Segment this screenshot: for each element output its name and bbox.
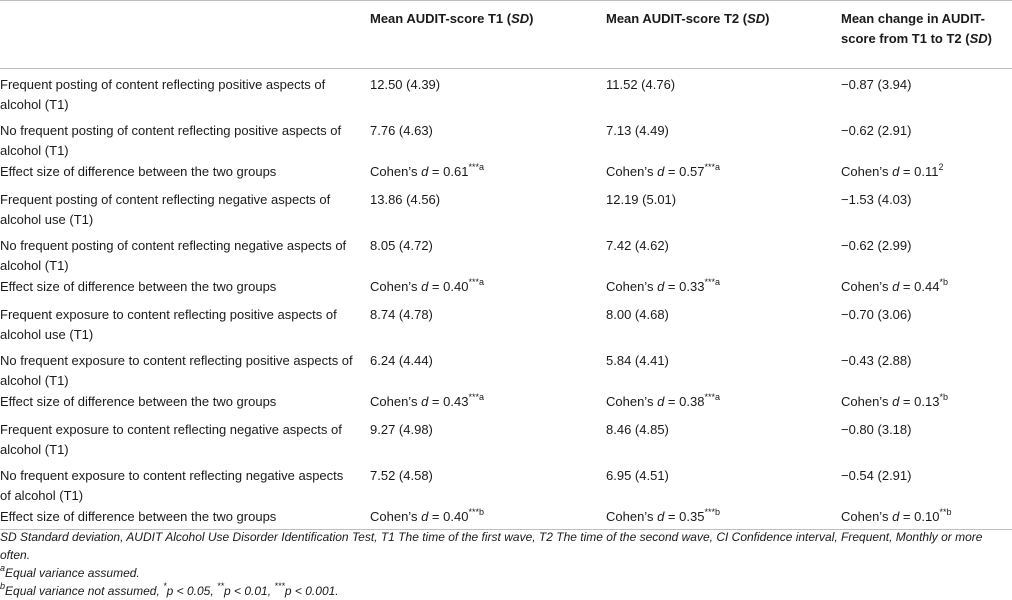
row-label: Effect size of difference between the two groups (0, 509, 277, 524)
cell-t1: 9.27 (4.98) (370, 422, 433, 437)
cohens-d-symbol: d (421, 394, 429, 409)
cell-change: −0.70 (3.06) (841, 307, 912, 322)
header-change-text: Mean change in AUDIT-score from T1 to T2 ( (841, 11, 985, 46)
table-row (0, 345, 1012, 391)
effect-size-t2 (606, 276, 841, 299)
cell-t2: 6.95 (4.51) (606, 468, 669, 483)
header-t1-text: Mean AUDIT-score T1 ( (370, 11, 512, 26)
effect-size-value: = 0.33 (664, 279, 705, 294)
effect-size-change (841, 161, 1012, 184)
significance-marker: ***a (468, 392, 484, 402)
cohens-label: Cohen’s (841, 164, 893, 179)
table-body (0, 69, 1012, 530)
table-row (0, 115, 1012, 161)
effect-size-t1 (370, 161, 606, 184)
cell-t1: 13.86 (4.56) (370, 192, 441, 207)
cell-t1: 7.76 (4.63) (370, 123, 433, 138)
significance-marker: ***a (468, 162, 484, 172)
cell-change: −0.62 (2.99) (841, 238, 912, 253)
effect-size-value: = 0.35 (664, 509, 705, 524)
cohens-d-symbol: d (892, 164, 900, 179)
table-notes (0, 528, 1012, 600)
cohens-label: Cohen’s (606, 509, 658, 524)
effect-size-value: = 0.38 (664, 394, 705, 409)
effect-size-change (841, 276, 1012, 299)
note-abbreviations: SD Standard deviation, AUDIT Alcohol Use Disorder Identification Test, T1 The time of the first wave, T2 The time of the second wave, CI Confidence interval, Frequent, Monthly or more often. (0, 530, 983, 562)
note-a (0, 564, 1012, 582)
effect-size-change (841, 506, 1012, 529)
header-t1 (370, 1, 606, 69)
effect-size-value: = 0.40 (428, 509, 469, 524)
cell-t2: 7.42 (4.62) (606, 238, 669, 253)
significance-marker: ***b (468, 507, 484, 517)
effect-size-value: = 0.44 (899, 279, 940, 294)
cell-t2: 8.00 (4.68) (606, 307, 669, 322)
cell-t2: 7.13 (4.49) (606, 123, 669, 138)
significance-marker: ***b (704, 507, 720, 517)
effect-size-t2 (606, 391, 841, 414)
cell-change: −0.87 (3.94) (841, 77, 912, 92)
row-label: No frequent exposure to content reflecting positive aspects of alcohol (T1) (0, 353, 353, 388)
row-label: Effect size of difference between the two groups (0, 394, 277, 409)
table-row (0, 230, 1012, 276)
cell-t2: 11.52 (4.76) (606, 77, 676, 92)
significance-marker: ***a (704, 162, 720, 172)
note-p2-marker: ** (217, 581, 225, 591)
note-a-marker: a (0, 563, 6, 573)
effect-size-value: = 0.61 (428, 164, 469, 179)
note-b-text: Equal variance not assumed, (5, 584, 164, 598)
table-row (0, 414, 1012, 460)
cohens-label: Cohen’s (606, 394, 658, 409)
note-p2-text: p < 0.01, (224, 584, 275, 598)
cohens-label: Cohen’s (370, 509, 422, 524)
cohens-label: Cohen’s (606, 279, 658, 294)
header-change-end: ) (987, 31, 992, 46)
effect-size-value: = 0.57 (664, 164, 705, 179)
effect-size-t2 (606, 161, 841, 184)
cell-t2: 8.46 (4.85) (606, 422, 669, 437)
header-t1-end: ) (529, 11, 534, 26)
effect-size-row (0, 161, 1012, 184)
note-b-marker: b (0, 581, 6, 591)
effect-size-t1 (370, 391, 606, 414)
cell-change: −1.53 (4.03) (841, 192, 912, 207)
effect-size-value: = 0.10 (899, 509, 940, 524)
effect-size-value: = 0.43 (428, 394, 469, 409)
cohens-label: Cohen’s (370, 394, 422, 409)
header-row (0, 1, 1012, 69)
header-t2-sd: SD (747, 11, 766, 26)
effect-size-row (0, 391, 1012, 414)
cohens-d-symbol: d (657, 509, 665, 524)
significance-marker: 2 (938, 162, 944, 172)
cohens-d-symbol: d (892, 279, 900, 294)
cohens-d-symbol: d (657, 394, 665, 409)
note-p3-text: p < 0.001. (284, 584, 339, 598)
note-b (0, 582, 1012, 600)
effect-size-value: = 0.11 (899, 164, 939, 179)
cell-t2: 12.19 (5.01) (606, 192, 677, 207)
effect-size-t2 (606, 506, 841, 529)
cell-t1: 7.52 (4.58) (370, 468, 433, 483)
effect-size-t1 (370, 276, 606, 299)
cell-change: −0.43 (2.88) (841, 353, 912, 368)
cohens-label: Cohen’s (370, 164, 422, 179)
header-change-sd: SD (969, 31, 988, 46)
cohens-d-symbol: d (421, 279, 429, 294)
header-t2 (606, 1, 841, 69)
cell-t1: 8.74 (4.78) (370, 307, 433, 322)
significance-marker: *b (939, 392, 948, 402)
note-p3-marker: *** (274, 581, 285, 591)
cell-t1: 8.05 (4.72) (370, 238, 433, 253)
cell-change: −0.80 (3.18) (841, 422, 912, 437)
cell-change: −0.54 (2.91) (841, 468, 912, 483)
row-label: Effect size of difference between the two groups (0, 279, 277, 294)
cohens-d-symbol: d (657, 164, 665, 179)
cohens-label: Cohen’s (606, 164, 658, 179)
cohens-d-symbol: d (892, 394, 900, 409)
header-change (841, 1, 1012, 69)
table-row (0, 299, 1012, 345)
row-label: Frequent exposure to content reflecting positive aspects of alcohol use (T1) (0, 307, 337, 342)
header-t2-text: Mean AUDIT-score T2 ( (606, 11, 748, 26)
cell-t2: 5.84 (4.41) (606, 353, 669, 368)
cell-change: −0.62 (2.91) (841, 123, 912, 138)
significance-marker: *b (939, 277, 948, 287)
effect-size-change (841, 391, 1012, 414)
cohens-label: Cohen’s (841, 279, 893, 294)
header-t1-sd: SD (511, 11, 530, 26)
effect-size-value: = 0.40 (428, 279, 469, 294)
header-empty-cell (0, 1, 370, 69)
effect-size-value: = 0.13 (899, 394, 940, 409)
row-label: No frequent posting of content reflecting negative aspects of alcohol (T1) (0, 238, 347, 273)
cohens-label: Cohen’s (370, 279, 422, 294)
cell-t1: 6.24 (4.44) (370, 353, 433, 368)
header-t2-end: ) (765, 11, 770, 26)
effect-size-t1 (370, 506, 606, 529)
row-label: No frequent posting of content reflecting positive aspects of alcohol (T1) (0, 123, 342, 158)
cohens-label: Cohen’s (841, 509, 893, 524)
note-a-text: Equal variance assumed. (5, 566, 140, 580)
note-p1-text: p < 0.05, (166, 584, 217, 598)
cohens-d-symbol: d (421, 164, 429, 179)
cohens-d-symbol: d (892, 509, 900, 524)
cohens-d-symbol: d (657, 279, 665, 294)
row-label: No frequent exposure to content reflecting negative aspects of alcohol (T1) (0, 468, 344, 503)
note-p1-marker: * (163, 581, 167, 591)
row-label: Frequent exposure to content reflecting negative aspects of alcohol (T1) (0, 422, 342, 457)
table-row (0, 460, 1012, 506)
significance-marker: ***a (468, 277, 484, 287)
table-row (0, 184, 1012, 230)
effect-size-row (0, 506, 1012, 529)
significance-marker: ***a (704, 277, 720, 287)
effect-size-row (0, 276, 1012, 299)
significance-marker: **b (939, 507, 952, 517)
row-label: Frequent posting of content reflecting positive aspects of alcohol (T1) (0, 77, 326, 112)
table-row (0, 69, 1012, 116)
cell-t1: 12.50 (4.39) (370, 77, 441, 92)
row-label: Effect size of difference between the two groups (0, 164, 277, 179)
significance-marker: ***a (704, 392, 720, 402)
cohens-d-symbol: d (421, 509, 429, 524)
row-label: Frequent posting of content reflecting negative aspects of alcohol use (T1) (0, 192, 331, 227)
cohens-label: Cohen’s (841, 394, 893, 409)
